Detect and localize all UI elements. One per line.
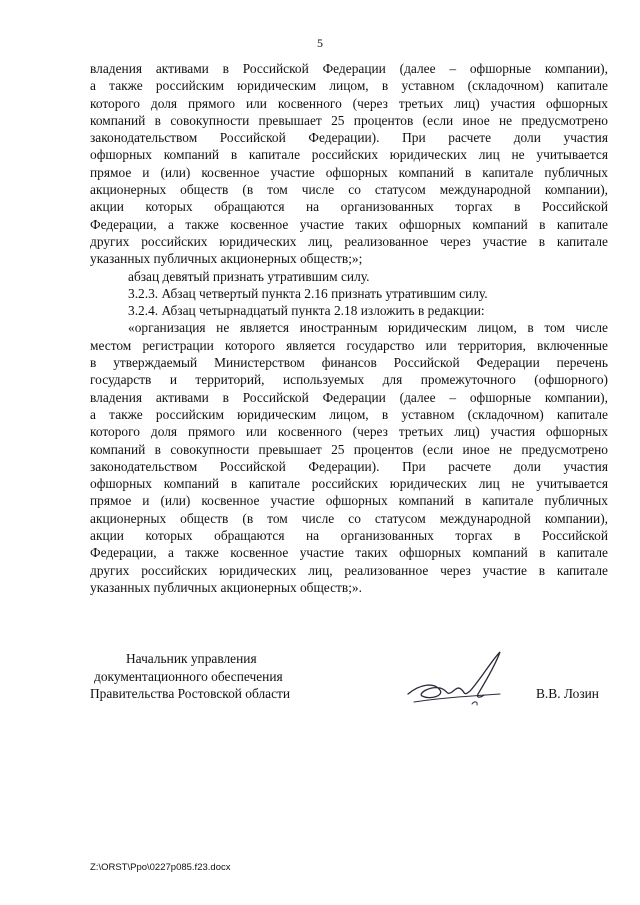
body-text-line: в утверждаемый Министерством финансов Российской Федерации перечень xyxy=(90,355,608,371)
body-text-line: указанных публичных акционерных обществ;»; xyxy=(90,251,363,267)
body-text-line: прямое и (или) косвенное участие офшорных компаний в капитале публичных xyxy=(90,493,608,509)
file-path-footer: Z:\ORST\Ppo\0227p085.f23.docx xyxy=(90,862,231,873)
signatory-title-line: документационного обеспечения xyxy=(94,668,283,684)
body-text-line: компаний в совокупности превышает 25 процентов (если иное не предусмотрено xyxy=(90,441,608,457)
body-text-line: которого доля прямого или косвенного (через третьих лиц) участия офшорных xyxy=(90,424,608,440)
body-text-line: законодательством Российской Федерации). При расчете доли участия xyxy=(90,130,608,146)
body-text-line: законодательством Российской Федерации). При расчете доли участия xyxy=(90,458,608,474)
body-text-line: акционерных обществ (в том числе со статусом международной компании), xyxy=(90,182,608,198)
body-text-line: Федерации, а также косвенное участие таких офшорных компаний в капитале xyxy=(90,545,608,561)
body-text-line: офшорных компаний в капитале российских юридических лиц не учитывается xyxy=(90,476,608,492)
body-text-line: указанных публичных акционерных обществ;». xyxy=(90,579,362,595)
body-text-line: акции которых обращаются на организованных торгах в Российской xyxy=(90,528,608,544)
body-text-line: «организация не является иностранным юридическим лицом, в том числе xyxy=(128,320,608,336)
body-text-line: абзац девятый признать утратившим силу. xyxy=(128,268,370,284)
signer-name: В.В. Лозин xyxy=(536,686,599,701)
body-text-line: прямое и (или) косвенное участие офшорных компаний в капитале публичных xyxy=(90,164,608,180)
body-text-line: а также российским юридическим лицом, в уставном (складочном) капитале xyxy=(90,406,608,422)
body-text-line: местом регистрации которого является государство или территория, включенные xyxy=(90,337,608,353)
document-body xyxy=(90,60,608,596)
body-text-line: компаний в совокупности превышает 25 процентов (если иное не предусмотрено xyxy=(90,112,608,128)
body-text-line: 3.2.3. Абзац четвертый пункта 2.16 признать утратившим силу. xyxy=(128,285,488,301)
body-text-line: государств и территорий, используемых для промежуточного (офшорного) xyxy=(90,372,608,388)
body-text-line: Федерации, а также косвенное участие таких офшорных компаний в капитале xyxy=(90,216,608,232)
body-text-line: других российских юридических лиц, реализованное через участие в капитале xyxy=(90,562,608,578)
body-text-line: офшорных компаний в капитале российских юридических лиц не учитывается xyxy=(90,147,608,163)
body-text-line: акционерных обществ (в том числе со статусом международной компании), xyxy=(90,510,608,526)
body-text-line: 3.2.4. Абзац четырнадцатый пункта 2.18 изложить в редакции: xyxy=(128,303,485,319)
handwritten-signature xyxy=(400,646,520,716)
signatory-title-line: Начальник управления xyxy=(126,651,257,666)
signatory-title-line: Правительства Ростовской области xyxy=(90,686,291,701)
body-text-line: которого доля прямого или косвенного (через третьих лиц) участия офшорных xyxy=(90,95,608,111)
body-text-line: акции которых обращаются на организованных торгах в Российской xyxy=(90,199,608,215)
signatory-title xyxy=(90,650,290,703)
body-text-line: владения активами в Российской Федерации (далее – офшорные компании), xyxy=(90,389,608,405)
body-text-line: владения активами в Российской Федерации (далее – офшорные компании), xyxy=(90,61,608,76)
page-number: 5 xyxy=(317,36,323,50)
body-text-line: других российских юридических лиц, реализованное через участие в капитале xyxy=(90,233,608,249)
body-text-line: а также российским юридическим лицом, в уставном (складочном) капитале xyxy=(90,78,608,94)
